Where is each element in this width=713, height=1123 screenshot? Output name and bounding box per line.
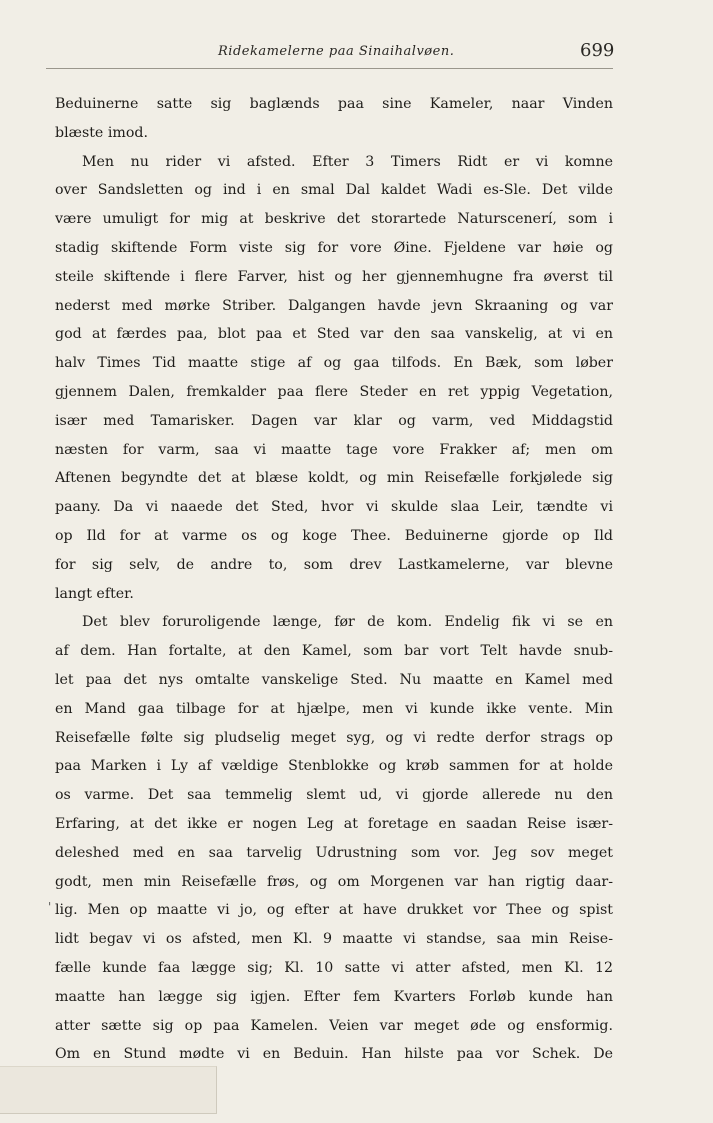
text-line: en Mand gaa tilbage for at hjælpe, men vi kunde ikke vente. Min [55,700,613,717]
text-line: god at færdes paa, blot paa et Sted var den saa vanskelig, at vi en [55,326,613,343]
text-line: lidt begav vi os afsted, men Kl. 9 maatte vi standse, saa min Reise- [55,931,613,948]
margin-mark: ' [48,900,52,914]
text-line: især med Tamarisker. Dagen var klar og varm, ved Middagstid [55,412,613,429]
text-line: blæste imod. [55,124,148,141]
text-line: over Sandsletten og ind i en smal Dal kaldet Wadi es-Sle. Det vilde [55,182,613,199]
text-line: Beduinerne satte sig baglænds paa sine Kameler, naar Vinden [55,96,613,112]
text-line: maatte han lægge sig igjen. Efter fem Kvarters Forløb kunde han [55,988,613,1005]
text-line: for sig selv, de andre to, som drev Lastkamelerne, var blevne [55,556,613,573]
text-line: fælle kunde faa lægge sig; Kl. 10 satte vi atter afsted, men Kl. 12 [55,959,613,976]
running-header [0,38,713,68]
text-line: atter sætte sig op paa Kamelen. Veien var meget øde og ensformig. [55,1017,613,1034]
page-number: 699 [580,40,615,61]
text-line: Om en Stund mødte vi en Beduin. Han hilste paa vor Schek. De [55,1046,613,1063]
text-line: Erfaring, at det ikke er nogen Leg at foretage en saadan Reise især- [55,815,613,832]
text-line: op Ild for at varme os og koge Thee. Beduinerne gjorde op Ild [55,527,613,544]
text-line: gjennem Dalen, fremkalder paa flere Steder en ret yppig Vegetation, [55,383,613,400]
text-line: deleshed med en saa tarvelig Udrustning som vor. Jeg sov meget [55,844,613,861]
text-line: nederst med mørke Striber. Dalgangen havde jevn Skraaning og var [55,297,613,314]
text-line: Det blev foruroligende længe, før de kom. Endelig fik vi se en [82,614,613,631]
text-line: halv Times Tid maatte stige af og gaa tilfods. En Bæk, som løber [55,355,613,372]
header-rule [46,68,613,69]
text-line: Reisefælle følte sig pludselig meget syg, og vi redte derfor strags op [55,729,613,746]
text-line: af dem. Han fortalte, at den Kamel, som bar vort Telt havde snub- [55,643,613,660]
text-line: paany. Da vi naaede det Sted, hvor vi skulde slaa Leir, tændte vi [55,499,613,516]
running-title: Ridekamelerne paa Sinaihalvøen. [218,44,455,59]
text-line: paa Marken i Ly af vældige Stenblokke og krøb sammen for at holde [55,758,613,775]
text-line: næsten for varm, saa vi maatte tage vore Frakker af; men om [55,441,613,458]
body-text [55,90,613,1069]
text-line: være umuligt for mig at beskrive det storartede Naturscenerí, som i [55,211,613,228]
text-line: Aftenen begyndte det at blæse koldt, og min Reisefælle forkjølede sig [55,470,613,487]
text-line: os varme. Det saa temmelig slemt ud, vi gjorde allerede nu den [55,787,613,804]
text-line: stadig skiftende Form viste sig for vore Øine. Fjeldene var høie og [55,239,613,256]
text-line: steile skiftende i flere Farver, hist og her gjennemhugne fra øverst til [55,268,613,285]
page-corner-stamp [0,1066,217,1114]
text-line: let paa det nys omtalte vanskelige Sted. Nu maatte en Kamel med [55,671,613,688]
text-line: langt efter. [55,585,134,602]
text-line: godt, men min Reisefælle frøs, og om Morgenen var han rigtig daar- [55,873,613,890]
text-line: lig. Men op maatte vi jo, og efter at have drukket vor Thee og spist [55,902,613,919]
text-line: Men nu rider vi afsted. Efter 3 Timers Ridt er vi komne [82,153,613,170]
